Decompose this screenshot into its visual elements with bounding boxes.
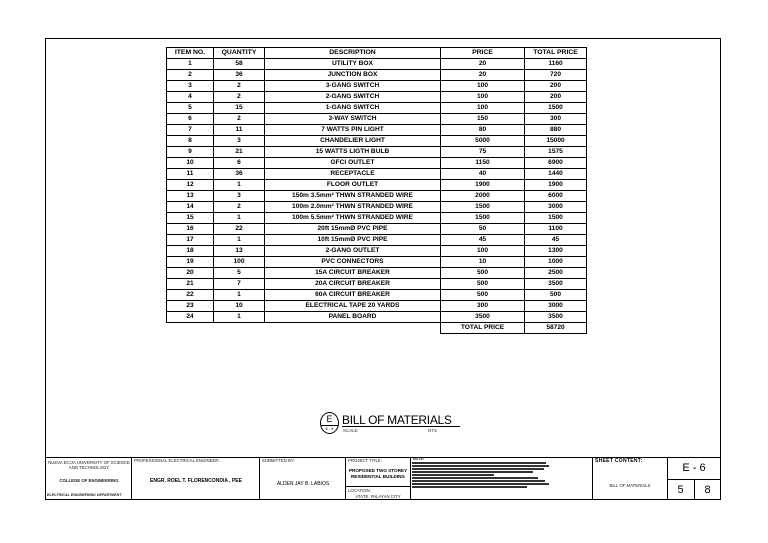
cell-quantity: 2 [214,202,265,213]
cell-item-no: 21 [167,279,214,290]
cell-total-price: 3000 [525,202,587,213]
cell-quantity: 36 [214,169,265,180]
cell-description: 3-WAY SWITCH [265,114,441,125]
cell-total-price: 2500 [525,268,587,279]
table-row [167,257,587,268]
total-price-label: TOTAL PRICE [441,323,525,334]
cell-price: 3500 [441,312,525,323]
cell-item-no: 22 [167,290,214,301]
scale-label: SCALE [343,428,358,433]
cell-total-price: 45 [525,235,587,246]
cell-price: 50 [441,224,525,235]
cell-item-no: 3 [167,81,214,92]
cell-total-price: 3500 [525,312,587,323]
title-block [45,457,721,500]
cell-total-price: 1440 [525,169,587,180]
cell-item-no: 10 [167,158,214,169]
cell-total-price: 880 [525,125,587,136]
table-row [167,180,587,191]
cell-quantity: 21 [214,147,265,158]
submitted-name: ALDEN JAY B. LABIOS [276,481,330,487]
cell-quantity: 3 [214,191,265,202]
cell-quantity: 22 [214,224,265,235]
cell-quantity: 2 [214,92,265,103]
cell-quantity: 2 [214,114,265,125]
cell-price: 45 [441,235,525,246]
cell-item-no: 13 [167,191,214,202]
cell-price: 500 [441,290,525,301]
cell-quantity: 1 [214,290,265,301]
cell-quantity: 100 [214,257,265,268]
cell-description: 20ft 15mmØ PVC PIPE [265,224,441,235]
cell-total-price: 1900 [525,180,587,191]
submitted-label: SUBMITTED BY: [262,458,295,463]
project-label: PROJECT TITLE: [348,458,382,463]
sheet-content-label: SHEET CONTENT: [595,458,643,464]
cell-quantity: 36 [214,70,265,81]
cell-quantity: 11 [214,125,265,136]
cell-quantity: 7 [214,279,265,290]
table-row [167,312,587,323]
cell-price: 300 [441,301,525,312]
table-row [167,290,587,301]
cell-quantity: 58 [214,59,265,70]
cell-description: 15 WATTS LIGTH BULB [265,147,441,158]
table-row [167,125,587,136]
location-label: LOCATION: [348,488,371,493]
header-quantity: QUANTITY [214,48,265,59]
department-name: ELECTRICAL ENGINEERING DEPARTMENT [47,493,122,497]
cell-price: 2000 [441,191,525,202]
drawing-callout-bubble [320,412,339,434]
cell-description: CHANDELIER LIGHT [265,136,441,147]
table-row [167,70,587,81]
sheet-total: 8 [704,484,711,496]
table-row [167,59,587,70]
cell-price: 100 [441,81,525,92]
header-price: PRICE [441,48,525,59]
header-total-price: TOTAL PRICE [525,48,587,59]
cell-total-price: 200 [525,92,587,103]
general-notes-text [412,461,549,489]
cell-quantity: 13 [214,246,265,257]
cell-price: 100 [441,92,525,103]
cell-total-price: 3500 [525,279,587,290]
table-row [167,235,587,246]
table-row [167,81,587,92]
drawing-title-underline [342,426,460,427]
cell-total-price: 1000 [525,257,587,268]
cell-price: 10 [441,257,525,268]
table-row [167,191,587,202]
cell-item-no: 5 [167,103,214,114]
table-row [167,103,587,114]
cell-total-price: 1500 [525,103,587,114]
sheet-number: 5 [677,484,684,496]
cell-description: 100m 5.5mm² THWN STRANDED WIRE [265,213,441,224]
cell-total-price: 720 [525,70,587,81]
cell-price: 100 [441,103,525,114]
table-row [167,147,587,158]
cell-item-no: 7 [167,125,214,136]
cell-total-price: 1575 [525,147,587,158]
table-body [167,59,587,323]
cell-price: 1900 [441,180,525,191]
cell-price: 20 [441,70,525,81]
header-description: DESCRIPTION [265,48,441,59]
cell-total-price: 1500 [525,213,587,224]
cell-item-no: 17 [167,235,214,246]
cell-price: 5000 [441,136,525,147]
location-value: ATATE, PALAYAN CITY [355,494,401,499]
cell-item-no: 11 [167,169,214,180]
callout-sheet-letter: E [326,414,333,424]
cell-quantity: 1 [214,213,265,224]
cell-item-no: 23 [167,301,214,312]
header-item-no: ITEM NO. [167,48,214,59]
cell-description: 20A CIRCUIT BREAKER [265,279,441,290]
cell-description: 3-GANG SWITCH [265,81,441,92]
cell-quantity: 2 [214,81,265,92]
cell-item-no: 14 [167,202,214,213]
table-row [167,279,587,290]
table-row [167,224,587,235]
total-row [167,323,587,334]
cell-quantity: 1 [214,180,265,191]
cell-price: 100 [441,246,525,257]
cell-quantity: 10 [214,301,265,312]
table-row [167,246,587,257]
cell-quantity: 3 [214,136,265,147]
cell-description: RECEPTACLE [265,169,441,180]
cell-price: 150 [441,114,525,125]
table-row [167,202,587,213]
cell-item-no: 2 [167,70,214,81]
cell-item-no: 1 [167,59,214,70]
cell-price: 80 [441,125,525,136]
cell-item-no: 12 [167,180,214,191]
cell-item-no: 16 [167,224,214,235]
table-row [167,114,587,125]
cell-item-no: 15 [167,213,214,224]
cell-description: UTILITY BOX [265,59,441,70]
table-header-row [167,48,587,59]
cell-description: 100m 2.0mm² THWN STRANDED WIRE [265,202,441,213]
table-row [167,92,587,103]
cell-total-price: 15000 [525,136,587,147]
cell-price: 500 [441,268,525,279]
cell-description: 15A CIRCUIT BREAKER [265,268,441,279]
cell-item-no: 19 [167,257,214,268]
cell-item-no: 4 [167,92,214,103]
cell-total-price: 1100 [525,224,587,235]
sheet-content-value: BILL OF MATERIALS [609,483,651,488]
cell-total-price: 1160 [525,59,587,70]
cell-quantity: 15 [214,103,265,114]
cell-description: PVC CONNECTORS [265,257,441,268]
cell-price: 1150 [441,158,525,169]
cell-item-no: 6 [167,114,214,125]
drawing-title: BILL OF MATERIALS [342,413,452,427]
cell-description: 2-GANG OUTLET [265,246,441,257]
cell-item-no: 24 [167,312,214,323]
table-row [167,158,587,169]
cell-item-no: 9 [167,147,214,158]
project-title: PROPOSED TWO STOREY RESIDENTIAL BUILDING [348,468,408,479]
engineer-label: PROFESSIONAL ELECTRICAL ENGINEER: [134,458,220,463]
sheet-code: E - 6 [682,462,706,474]
cell-item-no: 20 [167,268,214,279]
cell-description: 1-GANG SWITCH [265,103,441,114]
cell-price: 40 [441,169,525,180]
cell-description: 10ft 15mmØ PVC PIPE [265,235,441,246]
cell-item-no: 18 [167,246,214,257]
callout-sheet-ref: 6 - 6 [325,426,334,431]
cell-total-price: 200 [525,81,587,92]
cell-total-price: 1300 [525,246,587,257]
table-row [167,213,587,224]
total-price-value: 58720 [525,323,587,334]
scale-value: NTS [428,428,437,433]
table-row [167,169,587,180]
cell-description: JUNCTION BOX [265,70,441,81]
notes-label: NOTE: [413,457,425,461]
cell-quantity: 1 [214,312,265,323]
cell-price: 1500 [441,213,525,224]
cell-price: 20 [441,59,525,70]
cell-quantity: 5 [214,268,265,279]
cell-quantity: 6 [214,158,265,169]
cell-total-price: 300 [525,114,587,125]
cell-total-price: 500 [525,290,587,301]
table-row [167,268,587,279]
cell-description: 150m 3.5mm² THWN STRANDED WIRE [265,191,441,202]
engineer-name: ENGR. ROEL T. FLORENCONDIA , PEE [150,478,242,484]
cell-price: 1500 [441,202,525,213]
bill-of-materials-table [166,47,587,334]
cell-description: 7 WATTS PIN LIGHT [265,125,441,136]
table-row [167,136,587,147]
cell-item-no: 8 [167,136,214,147]
cell-description: 2-GANG SWITCH [265,92,441,103]
cell-quantity: 1 [214,235,265,246]
cell-description: GFCI OUTLET [265,158,441,169]
cell-description: ELECTRICAL TAPE 20 YARDS [265,301,441,312]
cell-price: 500 [441,279,525,290]
cell-total-price: 6000 [525,191,587,202]
cell-description: FLOOR OUTLET [265,180,441,191]
cell-description: PANEL BOARD [265,312,441,323]
university-name: NUEVA ECIJA UNIVERSITY OF SCIENCE AND TECHNOLOGY [48,460,130,470]
cell-description: 60A CIRCUIT BREAKER [265,290,441,301]
cell-price: 75 [441,147,525,158]
cell-total-price: 6900 [525,158,587,169]
table-row [167,301,587,312]
college-name: COLLEGE OF ENGINEERING [59,478,119,483]
cell-total-price: 3000 [525,301,587,312]
